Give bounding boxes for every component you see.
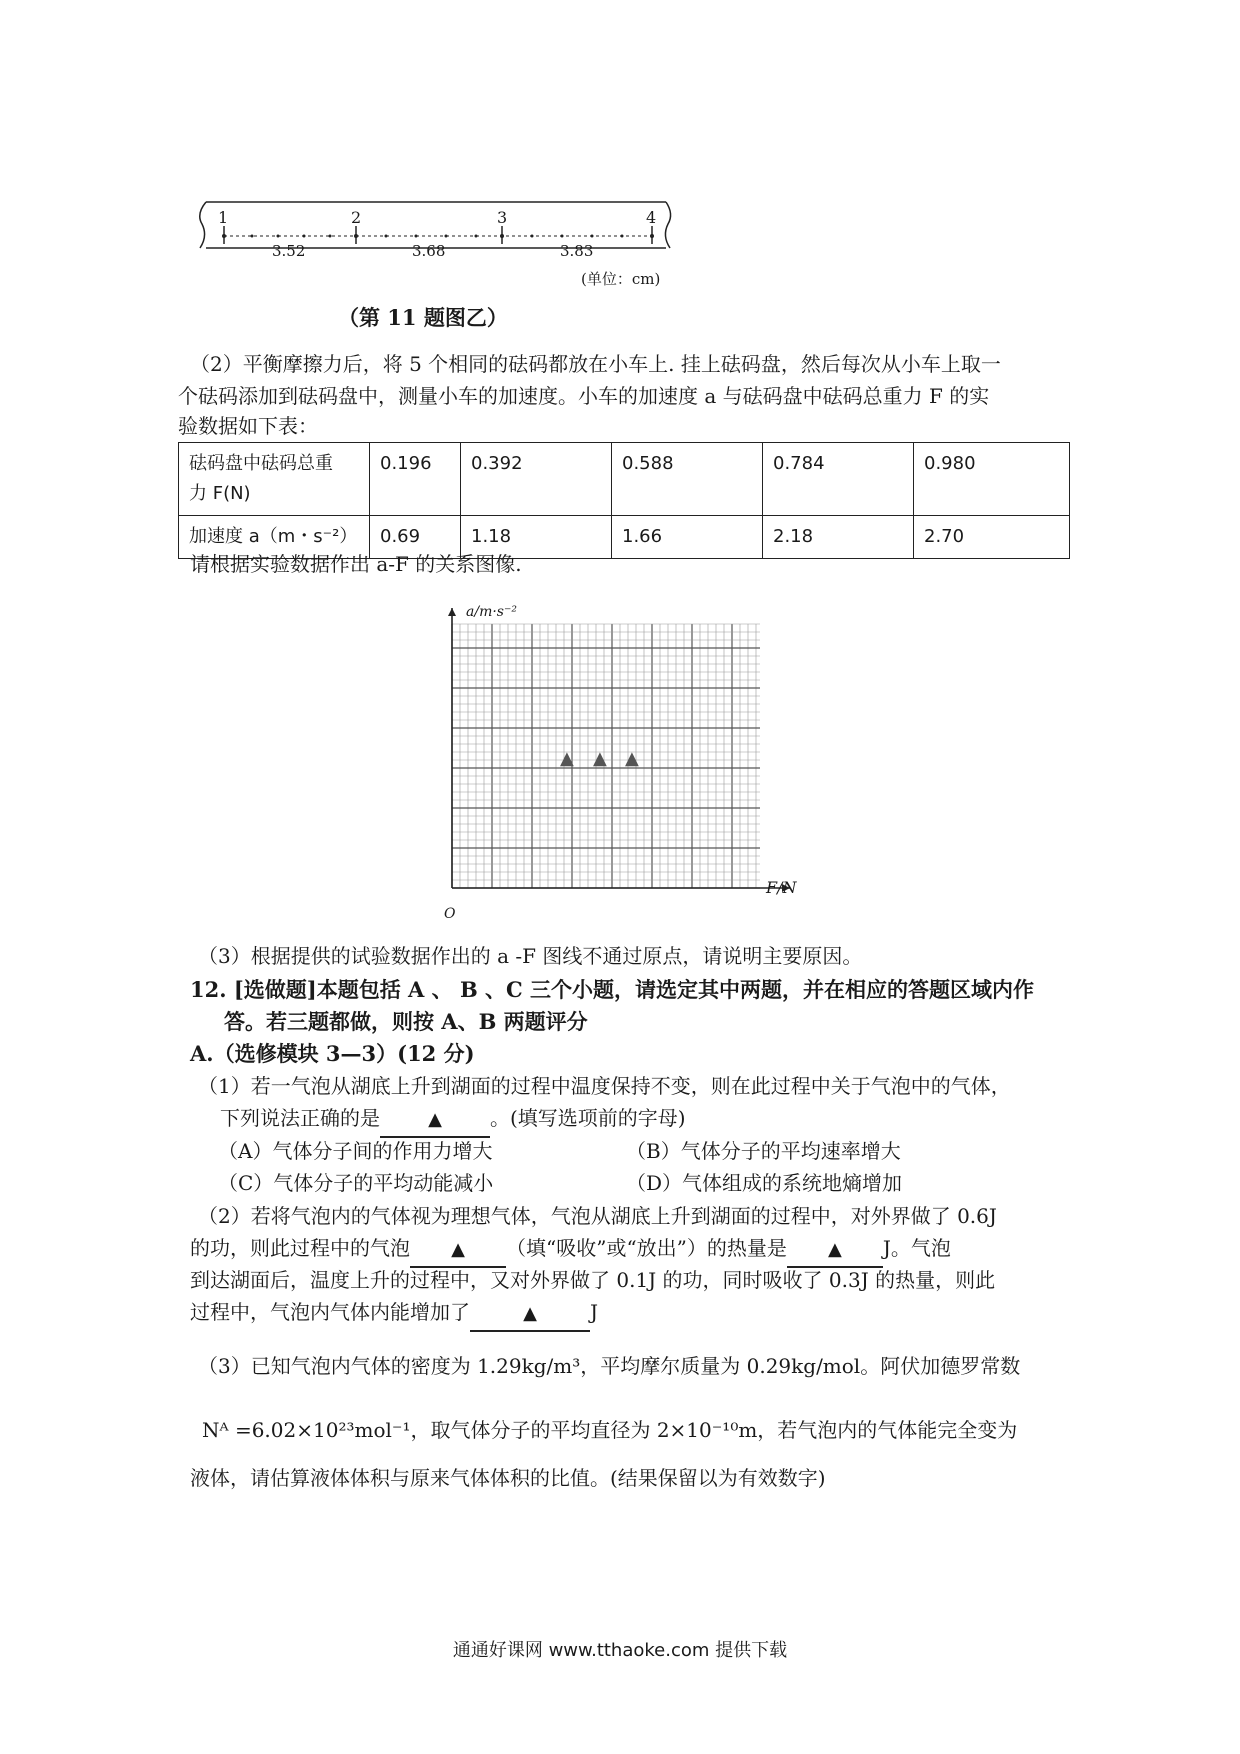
data-table [178,442,1070,559]
marker-2: ▲ [593,748,607,769]
table-cell: 2.70 [914,516,1070,559]
tape-segment-1: 3.52 [272,242,306,260]
p1-line2 [220,1102,686,1138]
q11-3: （3）根据提供的试验数据作出的 a -F 图线不通过原点，请说明主要原因。 [198,944,863,968]
table-cell: 0.196 [370,443,461,516]
p1-line1: （1）若一气泡从湖底上升到湖面的过程中温度保持不变，则在此过程中关于气泡中的气体， [198,1074,1011,1098]
tape-segment-3: 3.83 [560,242,594,260]
q11-2-line1: （2）平衡摩擦力后，将 5 个相同的砝码都放在小车上. 挂上砝码盘，然后每次从小车上取一 [190,352,1001,376]
marker-1: ▲ [560,748,574,769]
option-b: （B）气体分子的平均速率增大 [626,1139,901,1163]
row1-label-a: 砝码盘中砝码总重 [189,453,333,474]
table-cell: 1.66 [612,516,763,559]
answer-blank[interactable] [470,1296,590,1332]
p1-line2-text-a: 下列说法正确的是 [220,1106,380,1130]
p3-line3: 液体，请估算液体体积与原来气体体积的比值。(结果保留以为有效数字) [190,1466,826,1490]
p2-line2-text-a: 的功，则此过程中的气泡 [190,1236,410,1260]
p2-line3: 到达湖面后，温度上升的过程中，又对外界做了 0.1J 的功，同时吸收了 0.3J 的热量，则此 [190,1268,996,1292]
p2-line4 [190,1296,598,1332]
answer-blank[interactable] [410,1232,506,1268]
origin-label: O [444,906,456,922]
table-row [179,443,1070,516]
blank-marker: ▲ [523,1303,537,1324]
blank-marker: ▲ [428,1109,442,1130]
p2-line4-text-a: 过程中，气泡内气体内能增加了 [190,1300,470,1324]
figure-caption: （第 11 题图乙） [338,305,508,330]
row2-label: 加速度 a（m・s⁻²） [179,516,370,559]
row1-label-b: 力 F(N) [189,483,251,504]
tape-unit: (单位：cm) [581,270,661,288]
graph-instruction: 请根据实验数据作出 a-F 的关系图像. [190,552,522,576]
tape-point-4: 4 [646,208,657,227]
tape-point-2: 2 [351,208,362,227]
p3-line2: Nᴬ =6.02×10²³mol⁻¹，取气体分子的平均直径为 2×10⁻¹⁰m，若气泡内的气体能完全变为 [202,1418,1018,1442]
blank-marker: ▲ [451,1239,465,1260]
tape-figure [196,196,686,296]
table-cell: 1.18 [461,516,612,559]
table-cell: 0.980 [914,443,1070,516]
q11-2-line2: 个砝码添加到砝码盘中，测量小车的加速度。小车的加速度 a 与砝码盘中砝码总重力 F 的实 [178,384,990,408]
q12-line2: 答。若三题都做，则按 A、B 两题评分 [224,1009,588,1034]
graph-figure [430,600,810,930]
p2-line2-text-c: J。气泡 [882,1236,951,1260]
section-a-title: A.（选修模块 3—3）(12 分) [190,1041,475,1066]
q12-line1: 12. [选做题]本题包括 A 、 B 、C 三个小题，请选定其中两题，并在相应的答题区域内作 [190,977,1035,1002]
option-d: （D）气体组成的系统地熵增加 [626,1171,903,1195]
table-cell: 0.588 [612,443,763,516]
q11-2-line3: 验数据如下表： [178,414,318,438]
p2-line2-text-b: （填“吸收”或“放出”）的热量是 [506,1236,787,1260]
answer-blank[interactable] [787,1232,883,1268]
table-cell: 0.392 [461,443,612,516]
tape-point-1: 1 [218,208,229,227]
y-axis-label: a/m·s⁻² [466,604,517,620]
answer-blank[interactable] [380,1102,490,1138]
x-axis-label: F/N [766,878,797,897]
p2-line4-text-b: J [590,1300,599,1324]
p2-line2 [190,1232,951,1268]
tape-point-3: 3 [497,208,508,227]
footer-credit: 通通好课网 www.tthaoke.com 提供下载 [452,1640,788,1661]
table-cell: 0.784 [763,443,914,516]
tape-segment-2: 3.68 [412,242,446,260]
p1-line2-text-b: 。(填写选项前的字母) [490,1106,686,1130]
marker-3: ▲ [625,748,639,769]
graph-grid [430,600,810,930]
option-c: （C）气体分子的平均动能减小 [218,1171,494,1195]
p2-line1: （2）若将气泡内的气体视为理想气体，气泡从湖底上升到湖面的过程中，对外界做了 0.6J [198,1204,997,1228]
table-cell: 0.69 [370,516,461,559]
table-cell: 2.18 [763,516,914,559]
p3-line1: （3）已知气泡内气体的密度为 1.29kg/m³，平均摩尔质量为 0.29kg/mol。阿伏加德罗常数 [198,1354,1021,1378]
option-a: （A）气体分子间的作用力增大 [218,1139,493,1163]
blank-marker: ▲ [827,1239,842,1260]
table-cell-label [179,443,370,516]
